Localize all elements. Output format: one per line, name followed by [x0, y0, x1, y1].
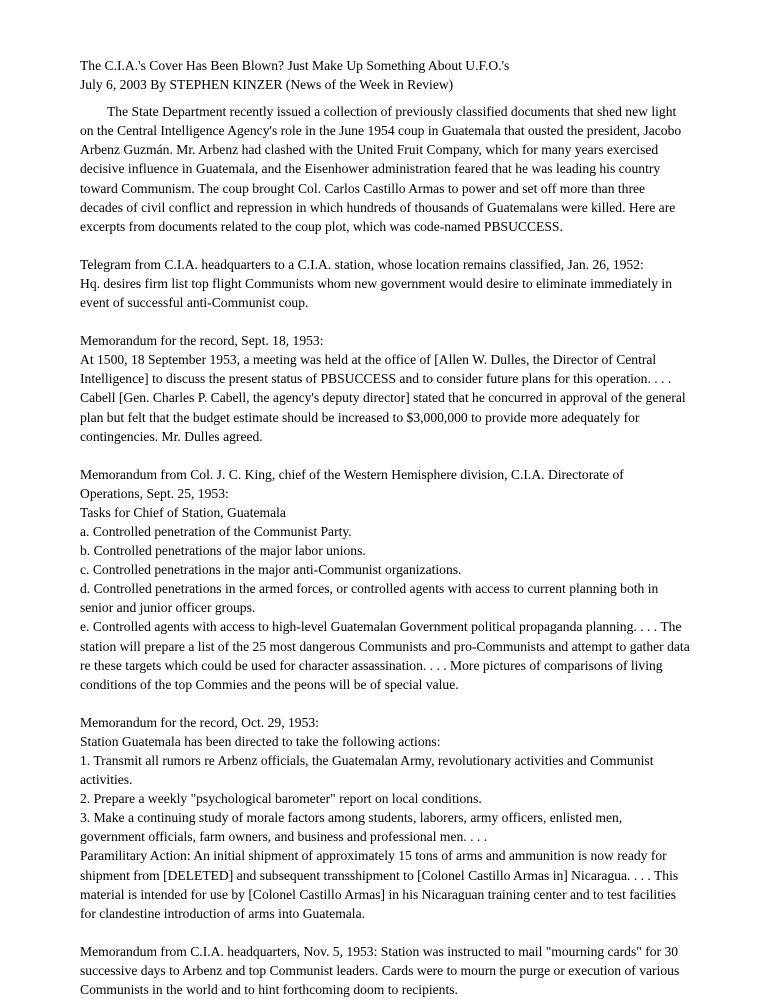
section-memo-sept-25: [80, 465, 690, 694]
section-telegram-1952: [80, 255, 690, 312]
task-item-d: d. Controlled penetrations in the armed forces, or controlled agents with access to current planning both in senior and junior officer groups.: [80, 581, 659, 616]
task-item-b: b. Controlled penetrations of the major labor unions.: [80, 543, 366, 559]
section-heading: Telegram from C.I.A. headquarters to a C.I.A. station, whose location remains classified, Jan. 26, 1952:: [80, 256, 644, 272]
headline: The C.I.A.'s Cover Has Been Blown? Just Make Up Something About U.F.O.'s: [80, 58, 510, 73]
dateline: July 6, 2003 By STEPHEN KINZER (News of the Week in Review): [80, 77, 454, 93]
section-memo-oct-29: [80, 713, 690, 923]
action-item-3: 3. Make a continuing study of morale factors among students, laborers, army officers, enlisted men, government officials, farm owners, and business and professional men. . . .: [80, 810, 623, 845]
section-body: Station Guatemala has been directed to take the following actions:: [80, 733, 441, 749]
document-page: [80, 56, 690, 999]
section-body: Hq. desires firm list top flight Communists whom new government would desire to eliminate immediately in event of successful anti-Communist coup.: [80, 275, 672, 311]
paramilitary-action: Paramilitary Action: An initial shipment of approximately 15 tons of arms and ammunition is now ready for shipment from [DELETED] and subsequent transshipment to [Colonel Castillo Armas in] Nicaragua. . . . This material is intended for use by [Colonel Castillo Armas] in his Nicaraguan training center and to test facilities for clandestine introduction of arms into Guatemala.: [80, 848, 679, 921]
action-item-1: 1. Transmit all rumors re Arbenz officials, the Guatemalan Army, revolutionary activities and Communist activities.: [80, 753, 654, 788]
section-heading: Memorandum for the record, Oct. 29, 1953:: [80, 714, 319, 730]
section-heading: Memorandum for the record, Sept. 18, 1953:: [80, 333, 324, 349]
task-list-title: Tasks for Chief of Station, Guatemala: [80, 504, 286, 520]
task-item-e: e. Controlled agents with access to high-level Guatemalan Government political propaganda planning. . . . The station will prepare a list of the 25 most dangerous Communists and pro-Communists and attempt to gather data re these targets which could be used for character assassination. . . . More pictures of comparisons of living conditions of the top Commies and the peons will be of special value.: [80, 619, 690, 692]
task-item-c: c. Controlled penetrations in the major anti-Communist organizations.: [80, 562, 462, 578]
article-header: [80, 56, 690, 94]
section-memo-nov-5: [80, 942, 690, 999]
intro-paragraph: The State Department recently issued a collection of previously classified documents that shed new light on the Central Intelligence Agency's role in the June 1954 coup in Guatemala that ousted the president, Jacobo Arbenz Guzmán. Mr. Arbenz had clashed with the United Fruit Company, which for many years exercised decisive influence in Guatemala, and the Eisenhower administration feared that he was leading his country toward Communism. The coup brought Col. Carlos Castillo Armas to power and set off more than three decades of civil conflict and repression in which hundreds of thousands of Guatemalans were killed. Here are excerpts from documents related to the coup plot, which was code-named PBSUCCESS.: [80, 104, 682, 234]
section-body: At 1500, 18 September 1953, a meeting was held at the office of [Allen W. Dulles, the Director of Central Intelligence] to discuss the present status of PBSUCCESS and to consider future plans for this operation. . . . Cabell [Gen. Charles P. Cabell, the agency's deputy director] stated that he concurred in approval of the general plan but felt that the budget estimate should be increased to $3,000,000 to provide more adequately for contingencies. Mr. Dulles agreed.: [80, 352, 686, 444]
section-memo-sept-18: [80, 331, 690, 446]
section-heading: Memorandum from Col. J. C. King, chief of the Western Hemisphere division, C.I.A. Directorate of Operations, Sept. 25, 1953:: [80, 466, 624, 501]
action-item-2: 2. Prepare a weekly "psychological barometer" report on local conditions.: [80, 791, 482, 807]
task-item-a: a. Controlled penetration of the Communist Party.: [80, 523, 352, 539]
section-heading: Memorandum from C.I.A. headquarters, Nov. 5, 1953: Station was instructed to mail "mourning cards" for 30 successive days to Arbenz and top Communist leaders. Cards were to mourn the purge or execution of various Communists in the world and to hint forthcoming doom to recipients.: [80, 943, 680, 998]
